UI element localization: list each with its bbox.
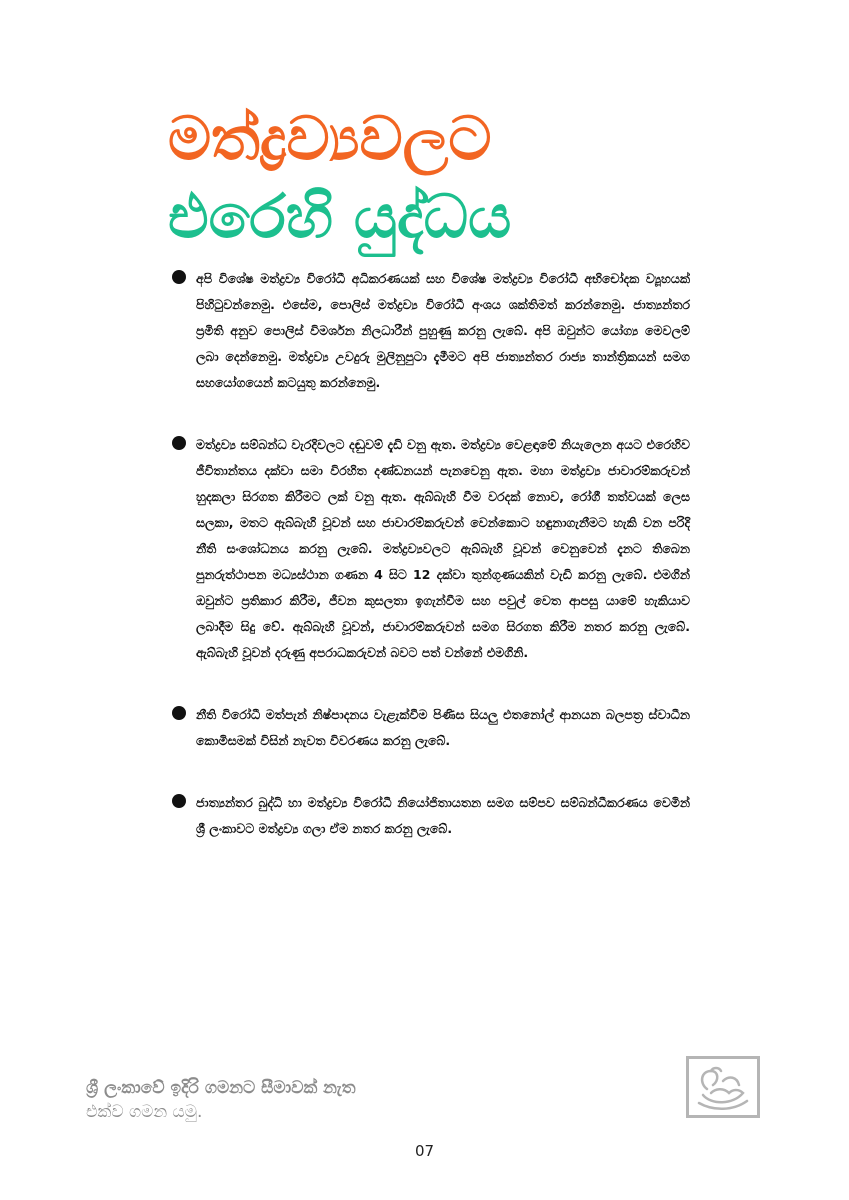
list-item-text: ජාත්‍යන්තර බුද්ධි හා මත්ද්‍රව්‍ය විරෝධී නියෝජිතායතන සමග සම්පව සම්බන්ධීකරණය වෙමින් ශ්‍රී ලංකාවට මත්ද්‍රව්‍ය ගලා ඒම නතර කරනු ලැබේ. <box>196 795 690 836</box>
list-item-text: නීති විරෝධී මත්පැන් නිෂ්පාදනය වැළැක්වීම පිණිස සියලු එතනෝල් ආනයන බලපත්‍ර ස්වාධීන කොමිසමක් විසින් නැවත විවරණය කරනු ලැබේ. <box>196 707 690 748</box>
list-item-text: අපි විශේෂ මත්ද්‍රව්‍ය විරෝධී අධිකරණයක් සහ විශේෂ මත්ද්‍රව්‍ය විරෝධී අභිචෝදක ව්‍යූහයක් පිහිටුවන්නෙමු. එසේම, පොලිස් මත්ද්‍රව්‍ය විරෝධී අංශය ශක්තිමත් කරන්නෙමු. ජාත්‍යන්තර ප්‍රමිති අනුව පොලිස් විමර්ශන නිලධාරීන් පුහුණු කරනු ලැබේ. අපි ඔවුන්ට යෝග්‍ය මෙවලම් ලබා දෙන්නෙමු. මත්ද්‍රව්‍ය උවදුරු මුලිනුපුටා දැමීමට අපි ජාත්‍යන්තර රාජ්‍ය තාන්ත්‍රිකයන් සමග සහයෝගයෙන් කටයුතු කරන්නෙමු. <box>196 271 690 390</box>
bullet-list <box>172 266 690 878</box>
swan-logo-icon <box>686 1056 760 1118</box>
list-item <box>172 266 690 396</box>
page-title <box>168 100 768 256</box>
list-item-text: මත්ද්‍රව්‍ය සම්බන්ධ වැරදිවලට දඬුවම් දැඩි වනු ඇත. මත්ද්‍රව්‍ය වෙළඳාමේ නියැලෙන අයට එරෙහිව ජීවිතාන්තය දක්වා සමා විරහිත දණ්ඩනයන් පැනවෙනු ඇත. මහා මත්ද්‍රව්‍ය ජාවාරම්කරුවන් හුදකලා සිරගත කිරීමට ලක් වනු ඇත. ඇබ්බැහි වීම වරදක් නොව, රෝගී තත්වයක් ලෙස සලකා, මතට ඇබ්බැහි වූවන් සහ ජාවාරම්කරුවන් වෙන්කොට හඳුනාගැනීමට හැකි වන පරිදි නීති සංශෝධනය කරනු ලැබේ. මත්ද්‍රව්‍යවලට ඇබ්බැහි වූවන් වෙනුවෙන් දැනට තිබෙන පුනරුත්ථාපන මධ්‍යස්ථාන ගණන 4 සිට 12 දක්වා තුන්ගුණයකින් වැඩි කරනු ලැබේ. එමගින් ඔවුන්ට ප්‍රතිකාර කිරීම, ජීවන කුසලතා ඉගැන්වීම සහ පවුල් වෙත ආපසු යාමේ හැකියාව ලබාදීම සිදු වේ. ඇබ්බැහි වූවන්, ජාවාරම්කරුවන් සමග සිරගත කිරීම නතර කරනු ලැබේ. ඇබ්බැහි වූවන් දරුණු අපරාධකරුවන් බවට පත් වන්නේ එමගිනි. <box>196 437 690 660</box>
page-number: 07 <box>414 1142 435 1160</box>
list-item <box>172 790 690 842</box>
title-line-1: මත්ද්‍රව්‍යවලට <box>168 104 492 174</box>
bullet-icon <box>172 270 186 284</box>
bullet-icon <box>172 794 186 808</box>
list-item <box>172 702 690 754</box>
footer-slogan-line-2: එක්ව ගමන යමු. <box>86 1102 203 1122</box>
footer-slogan-line-1: ශ්‍රී ලංකාවේ ඉදිරි ගමනට සීමාවක් නැත <box>86 1078 356 1098</box>
footer-slogan <box>86 1076 356 1124</box>
title-line-2: එරෙහි යුද්ධය <box>168 182 512 252</box>
bullet-icon <box>172 706 186 720</box>
bullet-icon <box>172 436 186 450</box>
list-item <box>172 432 690 666</box>
